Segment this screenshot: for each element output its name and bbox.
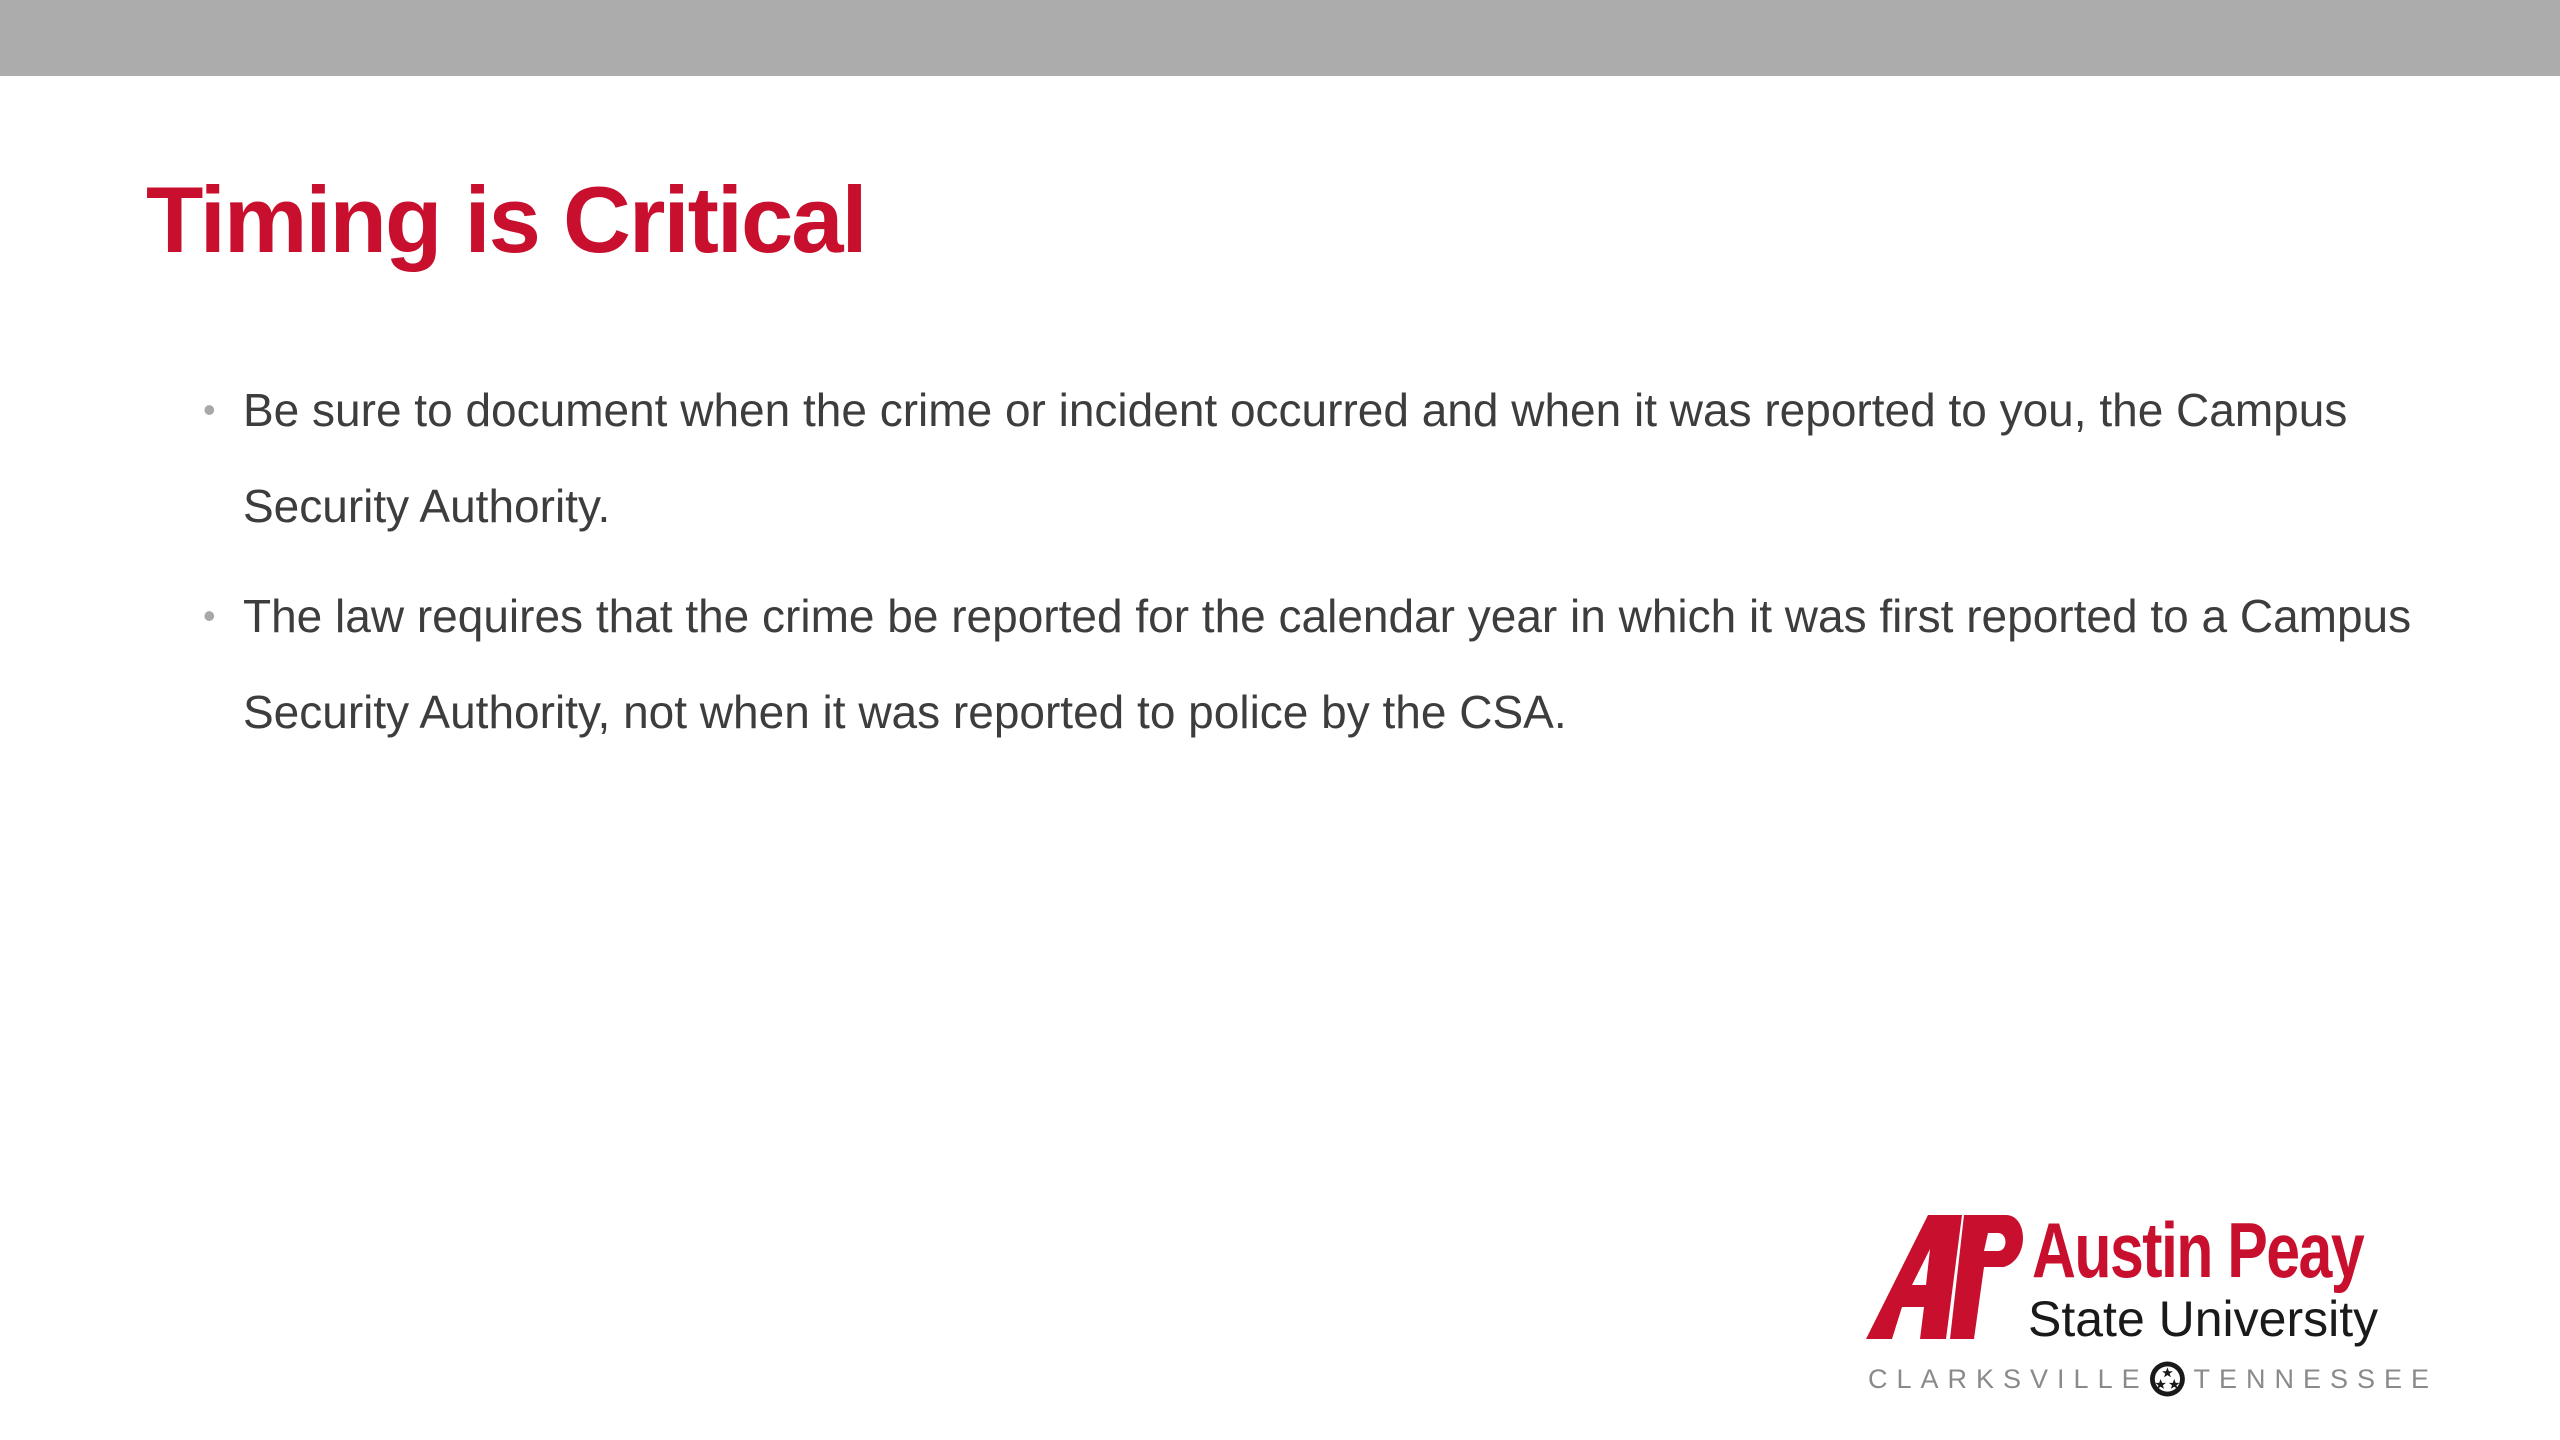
bullet-text: Be sure to document when the crime or incident occurred and when it was reported to you, the Campus Security Authority. [243,384,2348,532]
bullet-item [203,362,2423,554]
logo-location [1868,1360,2438,1398]
bullet-text: The law requires that the crime be reported for the calendar year in which it was first reported to a Campus Security Authority, not when it was reported to police by the CSA. [243,590,2412,738]
top-bar [0,0,2560,76]
logo-name-line2: State University [2028,1291,2379,1347]
bullet-list [203,362,2423,774]
bullet-item [203,568,2423,760]
logo-state: TENNESSEE [2193,1363,2438,1394]
logo-city: CLARKSVILLE [1868,1363,2149,1394]
slide-title: Timing is Critical [146,167,866,272]
logo-name-line1: Austin Peay [2032,1206,2364,1294]
bullet-dot-icon: • [203,595,216,636]
ap-monogram-icon [1866,1215,2026,1339]
university-logo [1860,1205,2440,1405]
bullet-dot-icon: • [203,389,216,430]
tennessee-tristar-icon [2149,1360,2186,1398]
